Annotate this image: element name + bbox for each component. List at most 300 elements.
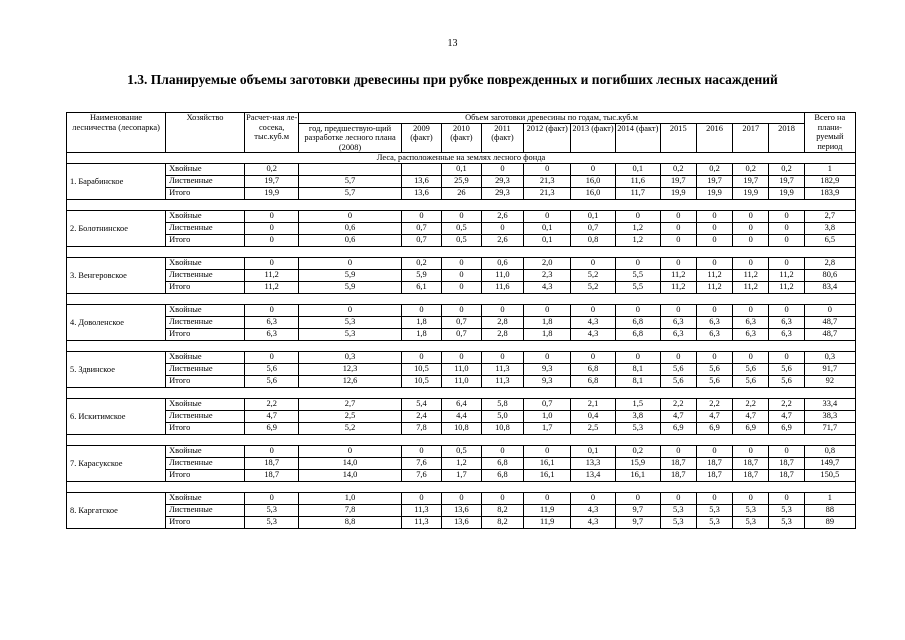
- header-year: 2012 (факт): [524, 123, 571, 153]
- value-cell: 0,5: [442, 234, 481, 246]
- value-cell: 2,4: [401, 410, 442, 422]
- header-year: 2015: [660, 123, 696, 153]
- value-cell: 6,9: [696, 422, 732, 434]
- value-cell: 0,4: [571, 410, 616, 422]
- value-cell: 0: [769, 351, 804, 363]
- table-row: [67, 445, 856, 457]
- value-cell: 2,2: [660, 398, 696, 410]
- value-cell: 0,8: [571, 234, 616, 246]
- value-cell: 14,0: [299, 469, 401, 481]
- value-cell: 5,0: [481, 410, 524, 422]
- value-cell: 182,9: [804, 175, 855, 187]
- value-cell: 150,5: [804, 469, 855, 481]
- farm-label: Лиственные: [166, 457, 245, 469]
- value-cell: 7,8: [299, 504, 401, 516]
- value-cell: 18,7: [660, 469, 696, 481]
- group-separator: [67, 246, 856, 257]
- value-cell: 0: [245, 304, 299, 316]
- farm-label: Хвойные: [166, 163, 245, 175]
- value-cell: 1,5: [615, 398, 660, 410]
- value-cell: 0,1: [524, 234, 571, 246]
- value-cell: 0: [696, 445, 732, 457]
- value-cell: 25,9: [442, 175, 481, 187]
- value-cell: 5,3: [696, 504, 732, 516]
- value-cell: 0: [481, 304, 524, 316]
- value-cell: 1,2: [615, 222, 660, 234]
- value-cell: 11,2: [733, 269, 769, 281]
- value-cell: 0: [660, 492, 696, 504]
- value-cell: 19,9: [245, 187, 299, 199]
- farm-label: Лиственные: [166, 222, 245, 234]
- value-cell: 0: [401, 445, 442, 457]
- value-cell: 1,8: [524, 316, 571, 328]
- value-cell: 0: [615, 351, 660, 363]
- value-cell: 16,0: [571, 187, 616, 199]
- value-cell: 91,7: [804, 363, 855, 375]
- value-cell: 5,3: [733, 516, 769, 528]
- value-cell: 18,7: [769, 469, 804, 481]
- value-cell: 6,3: [660, 328, 696, 340]
- separator-cell: [67, 246, 856, 257]
- value-cell: 92: [804, 375, 855, 387]
- value-cell: 0: [733, 222, 769, 234]
- value-cell: 0,1: [571, 210, 616, 222]
- harvest-volume-table: [66, 112, 856, 529]
- value-cell: 0: [401, 304, 442, 316]
- table-row: [67, 187, 856, 199]
- value-cell: 5,3: [696, 516, 732, 528]
- value-cell: 11,2: [733, 281, 769, 293]
- value-cell: 0: [245, 234, 299, 246]
- header-year: 2011 (факт): [481, 123, 524, 153]
- value-cell: 0: [481, 351, 524, 363]
- table-row: [67, 351, 856, 363]
- table-row: [67, 222, 856, 234]
- value-cell: 11,9: [524, 504, 571, 516]
- value-cell: 6,3: [733, 328, 769, 340]
- value-cell: 19,9: [769, 187, 804, 199]
- group-separator: [67, 340, 856, 351]
- group-separator: [67, 387, 856, 398]
- value-cell: 8,2: [481, 504, 524, 516]
- value-cell: 7,6: [401, 469, 442, 481]
- value-cell: 149,7: [804, 457, 855, 469]
- value-cell: 1,8: [524, 328, 571, 340]
- farm-label: Итого: [166, 469, 245, 481]
- farm-label: Итого: [166, 516, 245, 528]
- value-cell: 11,2: [245, 281, 299, 293]
- value-cell: 5,8: [481, 398, 524, 410]
- value-cell: 0: [696, 257, 732, 269]
- value-cell: 0,1: [615, 163, 660, 175]
- table-row: [67, 375, 856, 387]
- value-cell: 16,1: [615, 469, 660, 481]
- value-cell: 5,3: [299, 316, 401, 328]
- value-cell: 6,8: [571, 363, 616, 375]
- farm-label: Итого: [166, 281, 245, 293]
- value-cell: 3,8: [804, 222, 855, 234]
- value-cell: 9,3: [524, 375, 571, 387]
- header-farm: Хозяйство: [166, 113, 245, 153]
- value-cell: 0: [245, 445, 299, 457]
- value-cell: 16,1: [524, 457, 571, 469]
- value-cell: 11,7: [615, 187, 660, 199]
- value-cell: 2,2: [696, 398, 732, 410]
- value-cell: 5,9: [401, 269, 442, 281]
- value-cell: 1: [804, 492, 855, 504]
- separator-cell: [67, 481, 856, 492]
- value-cell: 2,8: [481, 328, 524, 340]
- value-cell: 5,6: [769, 363, 804, 375]
- value-cell: 4,7: [733, 410, 769, 422]
- value-cell: 0,7: [401, 234, 442, 246]
- value-cell: 13,4: [571, 469, 616, 481]
- value-cell: 0,7: [442, 328, 481, 340]
- value-cell: 0,2: [401, 257, 442, 269]
- value-cell: 13,6: [401, 187, 442, 199]
- value-cell: 0: [660, 210, 696, 222]
- value-cell: 8,1: [615, 363, 660, 375]
- value-cell: 0: [245, 257, 299, 269]
- value-cell: 18,7: [696, 457, 732, 469]
- value-cell: 0,1: [524, 222, 571, 234]
- section-label: Леса, расположенные на землях лесного фонда: [67, 153, 856, 164]
- value-cell: 18,7: [245, 469, 299, 481]
- forestry-name: 1. Барабинское: [67, 163, 166, 199]
- value-cell: 11,0: [442, 363, 481, 375]
- value-cell: 6,4: [442, 398, 481, 410]
- value-cell: 5,6: [696, 375, 732, 387]
- value-cell: 0: [769, 210, 804, 222]
- value-cell: 19,9: [696, 187, 732, 199]
- value-cell: 0,2: [660, 163, 696, 175]
- value-cell: 5,2: [299, 422, 401, 434]
- value-cell: 0: [804, 304, 855, 316]
- value-cell: 9,7: [615, 516, 660, 528]
- value-cell: 0: [733, 210, 769, 222]
- value-cell: 0,2: [769, 163, 804, 175]
- value-cell: 0: [245, 210, 299, 222]
- value-cell: 0: [696, 304, 732, 316]
- value-cell: 0: [481, 492, 524, 504]
- farm-label: Хвойные: [166, 304, 245, 316]
- value-cell: 4,4: [442, 410, 481, 422]
- farm-label: Итого: [166, 422, 245, 434]
- value-cell: 1: [804, 163, 855, 175]
- forestry-name: 2. Болотнинское: [67, 210, 166, 246]
- value-cell: 88: [804, 504, 855, 516]
- value-cell: 0: [769, 492, 804, 504]
- value-cell: 6,3: [660, 316, 696, 328]
- table-row: [67, 469, 856, 481]
- value-cell: 0: [401, 210, 442, 222]
- value-cell: 1,2: [442, 457, 481, 469]
- farm-label: Лиственные: [166, 316, 245, 328]
- value-cell: 0: [696, 492, 732, 504]
- value-cell: 1,8: [401, 316, 442, 328]
- value-cell: 8,1: [615, 375, 660, 387]
- value-cell: 11,3: [481, 375, 524, 387]
- value-cell: 1,0: [524, 410, 571, 422]
- value-cell: 5,6: [733, 363, 769, 375]
- separator-cell: [67, 434, 856, 445]
- header-year: 2018: [769, 123, 804, 153]
- value-cell: 21,3: [524, 175, 571, 187]
- header-forestry-name: Наименование лесничества (лесопарка): [67, 113, 166, 153]
- value-cell: 0: [733, 257, 769, 269]
- value-cell: [401, 163, 442, 175]
- value-cell: 5,7: [299, 175, 401, 187]
- value-cell: 29,3: [481, 175, 524, 187]
- value-cell: 0: [660, 351, 696, 363]
- value-cell: 0: [769, 257, 804, 269]
- value-cell: 8,8: [299, 516, 401, 528]
- value-cell: 0: [524, 304, 571, 316]
- value-cell: 11,3: [481, 363, 524, 375]
- farm-label: Хвойные: [166, 351, 245, 363]
- value-cell: 15,9: [615, 457, 660, 469]
- value-cell: 0: [299, 257, 401, 269]
- value-cell: 0,3: [804, 351, 855, 363]
- value-cell: 0: [733, 351, 769, 363]
- value-cell: 14,0: [299, 457, 401, 469]
- value-cell: 0: [769, 445, 804, 457]
- value-cell: 0: [442, 351, 481, 363]
- value-cell: 0: [299, 210, 401, 222]
- value-cell: 0,2: [245, 163, 299, 175]
- header-year: 2009 (факт): [401, 123, 442, 153]
- value-cell: 0: [660, 304, 696, 316]
- value-cell: 0: [733, 492, 769, 504]
- value-cell: 0: [442, 304, 481, 316]
- value-cell: 0: [245, 222, 299, 234]
- value-cell: 13,3: [571, 457, 616, 469]
- value-cell: 5,9: [299, 281, 401, 293]
- table-row: [67, 210, 856, 222]
- value-cell: 6,8: [615, 328, 660, 340]
- farm-label: Лиственные: [166, 410, 245, 422]
- value-cell: 19,7: [733, 175, 769, 187]
- value-cell: 4,3: [571, 328, 616, 340]
- value-cell: 0,7: [442, 316, 481, 328]
- value-cell: 19,9: [733, 187, 769, 199]
- header-year: 2016: [696, 123, 732, 153]
- value-cell: 6,5: [804, 234, 855, 246]
- value-cell: 0,5: [442, 445, 481, 457]
- farm-label: Итого: [166, 187, 245, 199]
- value-cell: 11,3: [401, 504, 442, 516]
- value-cell: 1,2: [615, 234, 660, 246]
- value-cell: 0,7: [571, 222, 616, 234]
- value-cell: 0: [660, 445, 696, 457]
- value-cell: 0: [524, 163, 571, 175]
- value-cell: 0: [571, 351, 616, 363]
- value-cell: 6,1: [401, 281, 442, 293]
- value-cell: 0: [481, 163, 524, 175]
- value-cell: 0,1: [571, 445, 616, 457]
- value-cell: 6,8: [481, 457, 524, 469]
- header-year: 2010 (факт): [442, 123, 481, 153]
- value-cell: 10,8: [442, 422, 481, 434]
- value-cell: 4,3: [571, 316, 616, 328]
- value-cell: 5,7: [299, 187, 401, 199]
- header-total-period: Всего на плани-руемый период: [804, 113, 855, 153]
- value-cell: 19,7: [660, 175, 696, 187]
- value-cell: 38,3: [804, 410, 855, 422]
- value-cell: 6,9: [769, 422, 804, 434]
- value-cell: 5,3: [245, 516, 299, 528]
- value-cell: 0: [615, 257, 660, 269]
- value-cell: 6,9: [733, 422, 769, 434]
- header-volume-by-year: Объем заготовки древесины по годам, тыс.куб.м: [299, 113, 804, 124]
- value-cell: 5,3: [660, 516, 696, 528]
- group-separator: [67, 481, 856, 492]
- value-cell: 0: [245, 351, 299, 363]
- value-cell: 6,3: [245, 328, 299, 340]
- value-cell: 2,7: [299, 398, 401, 410]
- value-cell: 0: [442, 257, 481, 269]
- separator-cell: [67, 340, 856, 351]
- group-separator: [67, 434, 856, 445]
- value-cell: 0,2: [615, 445, 660, 457]
- value-cell: 0: [524, 445, 571, 457]
- value-cell: 0: [442, 210, 481, 222]
- value-cell: 5,6: [769, 375, 804, 387]
- value-cell: 0,6: [299, 222, 401, 234]
- value-cell: 5,6: [733, 375, 769, 387]
- table-row: [67, 257, 856, 269]
- value-cell: 5,4: [401, 398, 442, 410]
- value-cell: 48,7: [804, 316, 855, 328]
- separator-cell: [67, 293, 856, 304]
- value-cell: 5,6: [696, 363, 732, 375]
- forestry-name: 7. Карасукское: [67, 445, 166, 481]
- value-cell: 5,6: [660, 375, 696, 387]
- value-cell: 33,4: [804, 398, 855, 410]
- value-cell: 5,6: [660, 363, 696, 375]
- header-year: 2014 (факт): [615, 123, 660, 153]
- value-cell: 89: [804, 516, 855, 528]
- value-cell: 8,2: [481, 516, 524, 528]
- value-cell: 0: [696, 210, 732, 222]
- value-cell: 4,7: [769, 410, 804, 422]
- value-cell: 0: [524, 210, 571, 222]
- value-cell: 0: [481, 222, 524, 234]
- value-cell: 5,3: [660, 504, 696, 516]
- value-cell: 48,7: [804, 328, 855, 340]
- value-cell: 2,5: [299, 410, 401, 422]
- value-cell: 0: [245, 492, 299, 504]
- value-cell: 2,5: [571, 422, 616, 434]
- value-cell: 2,2: [245, 398, 299, 410]
- value-cell: 6,8: [481, 469, 524, 481]
- value-cell: 6,3: [769, 316, 804, 328]
- value-cell: 13,6: [442, 504, 481, 516]
- value-cell: 0,2: [733, 163, 769, 175]
- value-cell: 5,3: [733, 504, 769, 516]
- value-cell: 6,3: [696, 316, 732, 328]
- value-cell: 0: [769, 222, 804, 234]
- forestry-name: 6. Искитимское: [67, 398, 166, 434]
- group-separator: [67, 199, 856, 210]
- table-row: [67, 163, 856, 175]
- value-cell: 19,7: [245, 175, 299, 187]
- value-cell: 11,2: [696, 281, 732, 293]
- value-cell: 2,6: [481, 210, 524, 222]
- value-cell: 0: [442, 281, 481, 293]
- value-cell: 18,7: [696, 469, 732, 481]
- value-cell: 5,3: [769, 504, 804, 516]
- farm-label: Итого: [166, 234, 245, 246]
- value-cell: 2,8: [481, 316, 524, 328]
- value-cell: 5,2: [571, 269, 616, 281]
- value-cell: 5,6: [245, 363, 299, 375]
- value-cell: 0,8: [804, 445, 855, 457]
- value-cell: 11,0: [442, 375, 481, 387]
- value-cell: 0: [401, 351, 442, 363]
- value-cell: 11,2: [660, 269, 696, 281]
- forestry-name: 5. Здвинское: [67, 351, 166, 387]
- value-cell: 1,7: [524, 422, 571, 434]
- value-cell: 71,7: [804, 422, 855, 434]
- value-cell: 9,3: [524, 363, 571, 375]
- table-row: [67, 304, 856, 316]
- separator-cell: [67, 387, 856, 398]
- value-cell: 0: [524, 492, 571, 504]
- value-cell: 10,5: [401, 363, 442, 375]
- value-cell: 26: [442, 187, 481, 199]
- separator-cell: [67, 199, 856, 210]
- value-cell: 0: [571, 304, 616, 316]
- value-cell: 5,6: [245, 375, 299, 387]
- value-cell: 4,7: [245, 410, 299, 422]
- value-cell: 16,0: [571, 175, 616, 187]
- value-cell: 0: [481, 445, 524, 457]
- farm-label: Хвойные: [166, 398, 245, 410]
- value-cell: 0: [769, 234, 804, 246]
- value-cell: 2,6: [481, 234, 524, 246]
- value-cell: 2,3: [524, 269, 571, 281]
- value-cell: 0: [615, 492, 660, 504]
- value-cell: 6,8: [615, 316, 660, 328]
- value-cell: 83,4: [804, 281, 855, 293]
- value-cell: 80,6: [804, 269, 855, 281]
- value-cell: 0: [615, 304, 660, 316]
- farm-label: Итого: [166, 328, 245, 340]
- header-year-prev: год, предшествую-щий разработке лесного плана (2008): [299, 123, 401, 153]
- value-cell: 6,3: [733, 316, 769, 328]
- table-row: [67, 175, 856, 187]
- farm-label: Лиственные: [166, 269, 245, 281]
- farm-label: Хвойные: [166, 492, 245, 504]
- value-cell: 11,6: [481, 281, 524, 293]
- farm-label: Хвойные: [166, 445, 245, 457]
- value-cell: 4,3: [571, 516, 616, 528]
- value-cell: 0: [733, 234, 769, 246]
- value-cell: 0: [660, 257, 696, 269]
- value-cell: 29,3: [481, 187, 524, 199]
- value-cell: 6,8: [571, 375, 616, 387]
- table-row: [67, 328, 856, 340]
- value-cell: 0,1: [442, 163, 481, 175]
- value-cell: 0: [615, 210, 660, 222]
- table-row: [67, 316, 856, 328]
- value-cell: 0: [299, 304, 401, 316]
- group-separator: [67, 293, 856, 304]
- table-row: [67, 234, 856, 246]
- value-cell: 18,7: [733, 469, 769, 481]
- header-year: 2017: [733, 123, 769, 153]
